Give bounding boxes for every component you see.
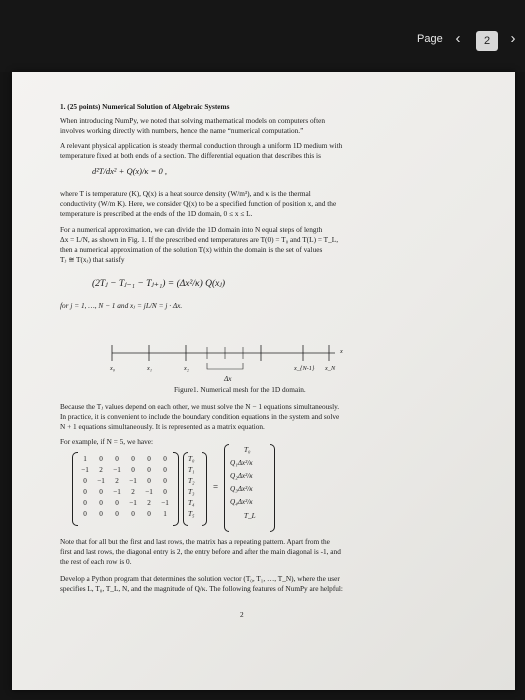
paragraph-line: Note that for all but the first and last rows, the matrix has a repeating pattern. Apart from the [60, 537, 330, 546]
paragraph-line: first and last rows, the diagonal entry is 2, the entry before and after the main diagonal is -1, and [60, 547, 341, 556]
matrix-cell: 0 [163, 488, 167, 496]
next-page-button[interactable]: › [510, 30, 516, 47]
matrix-cell: 1 [163, 510, 167, 518]
rhs-right-bracket [270, 444, 275, 532]
paragraph-line: A relevant physical application is steady thermal conduction through a uniform 1D medium with [60, 141, 343, 150]
matrix-cell: 1 [83, 455, 87, 463]
figure-caption: Figure1. Numerical mesh for the 1D domain. [174, 385, 306, 394]
heat-equation: d²T/dx² + Q(x)/κ = 0 , [92, 166, 167, 176]
paragraph-line: the rest of each row is 0. [60, 557, 132, 566]
paragraph-line: where T is temperature (K), Q(x) is a heat source density (W/m³), and κ is the thermal [60, 189, 311, 198]
matrix-cell: 2 [99, 466, 103, 474]
matrix-cell: −1 [81, 466, 89, 474]
equals-sign: = [213, 482, 219, 492]
rhs-entry: Q₁Δx²/κ [230, 459, 253, 467]
matrix-cell: 0 [147, 466, 151, 474]
problem-heading: 1. (25 points) Numerical Solution of Algebraic Systems [60, 102, 230, 111]
matrix-cell: 0 [115, 499, 119, 507]
matrix-cell: −1 [129, 477, 137, 485]
matrix-cell: −1 [145, 488, 153, 496]
matrix-cell: 2 [131, 488, 135, 496]
document-page [12, 72, 515, 690]
matrix-cell: −1 [161, 499, 169, 507]
axis-label: x [340, 348, 343, 355]
rhs-entry: T₀ [244, 446, 251, 454]
matrix-cell: 0 [131, 455, 135, 463]
matrix-row [77, 455, 173, 463]
mesh-label: x_{N-1} [294, 365, 315, 372]
paragraph-line: Develop a Python program that determines the solution vector (T₀, T₁, …, T_N), where the user [60, 574, 340, 583]
finite-difference-equation: (2Tⱼ − Tⱼ₋₁ − Tⱼ₊₁) = (Δx²/κ) Q(xⱼ) [92, 279, 226, 289]
matrix-cell: −1 [97, 477, 105, 485]
matrix-cell: 0 [147, 510, 151, 518]
paragraph-line: conductivity (W/m K). Here, we consider Q(x) to be a specified function of position x, and the [60, 199, 337, 208]
matrix-cell: −1 [113, 466, 121, 474]
paragraph-line: temperature fixed at both ends of a section. The differential equation that describes this is [60, 151, 321, 160]
matrix-cell: 0 [147, 477, 151, 485]
unknown-entry: T₄ [188, 499, 195, 507]
paragraph-line: N + 1 equations simultaneously. It is represented as a matrix equation. [60, 422, 265, 431]
vector-right-bracket [202, 452, 207, 526]
matrix-cell: 0 [99, 499, 103, 507]
unknown-entry: T₀ [188, 455, 195, 463]
matrix-row [77, 499, 173, 507]
rhs-entry: Q₃Δx²/κ [230, 485, 253, 493]
matrix-cell: 0 [147, 455, 151, 463]
matrix-cell: 0 [99, 455, 103, 463]
paragraph-line: involves working directly with numbers, hence the name “numerical computation.” [60, 126, 304, 135]
matrix-cell: −1 [129, 499, 137, 507]
matrix-cell: 0 [163, 455, 167, 463]
paragraph-line: Tⱼ ≅ T(xⱼ) that satisfy [60, 255, 125, 264]
paragraph-line: then a numerical approximation of the solution T(x) within the domain is the set of values [60, 245, 323, 254]
matrix-row [77, 488, 173, 496]
matrix-row [77, 477, 173, 485]
matrix-cell: 0 [131, 466, 135, 474]
matrix-cell: −1 [113, 488, 121, 496]
mesh-label: x_N [325, 365, 336, 372]
matrix-cell: 0 [83, 488, 87, 496]
paragraph-line: For a numerical approximation, we can divide the 1D domain into N equal steps of length [60, 225, 323, 234]
rhs-entry: Q₂Δx²/κ [230, 472, 253, 480]
matrix-cell: 0 [163, 466, 167, 474]
matrix-cell: 2 [147, 499, 151, 507]
page-number: 2 [240, 610, 244, 619]
index-range-line: for j = 1, …, N − 1 and xⱼ = jL/N = j · Δx. [60, 301, 183, 310]
rhs-entry: Q₄Δx²/κ [230, 498, 253, 506]
current-page-field[interactable]: 2 [476, 31, 498, 51]
viewer-toolbar [0, 0, 525, 72]
matrix-cell: 0 [83, 510, 87, 518]
matrix-cell: 0 [99, 488, 103, 496]
matrix-cell: 0 [83, 499, 87, 507]
paragraph-line: specifies L, T₀, T_L, N, and the magnitude of Q/κ. The following features of NumPy are helpful: [60, 584, 343, 593]
paragraph-line: For example, if N = 5, we have: [60, 437, 154, 446]
unknown-entry: T₁ [188, 466, 195, 474]
paragraph-line: When introducing NumPy, we noted that solving mathematical models on computers often [60, 116, 325, 125]
paragraph-line: In practice, it is convenient to include the boundary condition equations in the system and solve [60, 412, 340, 421]
unknown-entry: T₅ [188, 510, 195, 518]
paragraph-line: temperature is prescribed at the ends of the 1D domain, 0 ≤ x ≤ L. [60, 209, 253, 218]
mesh-label: x₀ [110, 365, 115, 372]
paragraph-line: Because the Tⱼ values depend on each other, we must solve the N − 1 equations simultaneously. [60, 402, 340, 411]
matrix-cell: 0 [99, 510, 103, 518]
page-label: Page [417, 33, 443, 45]
rhs-entry: T_L [244, 512, 256, 520]
matrix-cell: 2 [115, 477, 119, 485]
unknown-entry: T₂ [188, 477, 195, 485]
previous-page-button[interactable]: ‹ [455, 30, 461, 47]
matrix-cell: 0 [83, 477, 87, 485]
mesh-label: x₁ [147, 365, 152, 372]
matrix-cell: 0 [115, 510, 119, 518]
matrix-right-bracket [173, 452, 179, 526]
mesh-label: x₂ [184, 365, 189, 372]
unknown-entry: T₃ [188, 488, 195, 496]
matrix-cell: 0 [163, 477, 167, 485]
matrix-row [77, 466, 173, 474]
paragraph-line: Δx = L/N, as shown in Fig. 1. If the prescribed end temperatures are T(0) = T₀ and T(L) = T_L, [60, 235, 339, 244]
delta-x-bracket [207, 363, 243, 369]
matrix-row [77, 510, 173, 518]
rhs-left-bracket [224, 444, 229, 532]
matrix-cell: 0 [131, 510, 135, 518]
matrix-cell: 0 [115, 455, 119, 463]
delta-x-label: Δx [224, 374, 232, 383]
